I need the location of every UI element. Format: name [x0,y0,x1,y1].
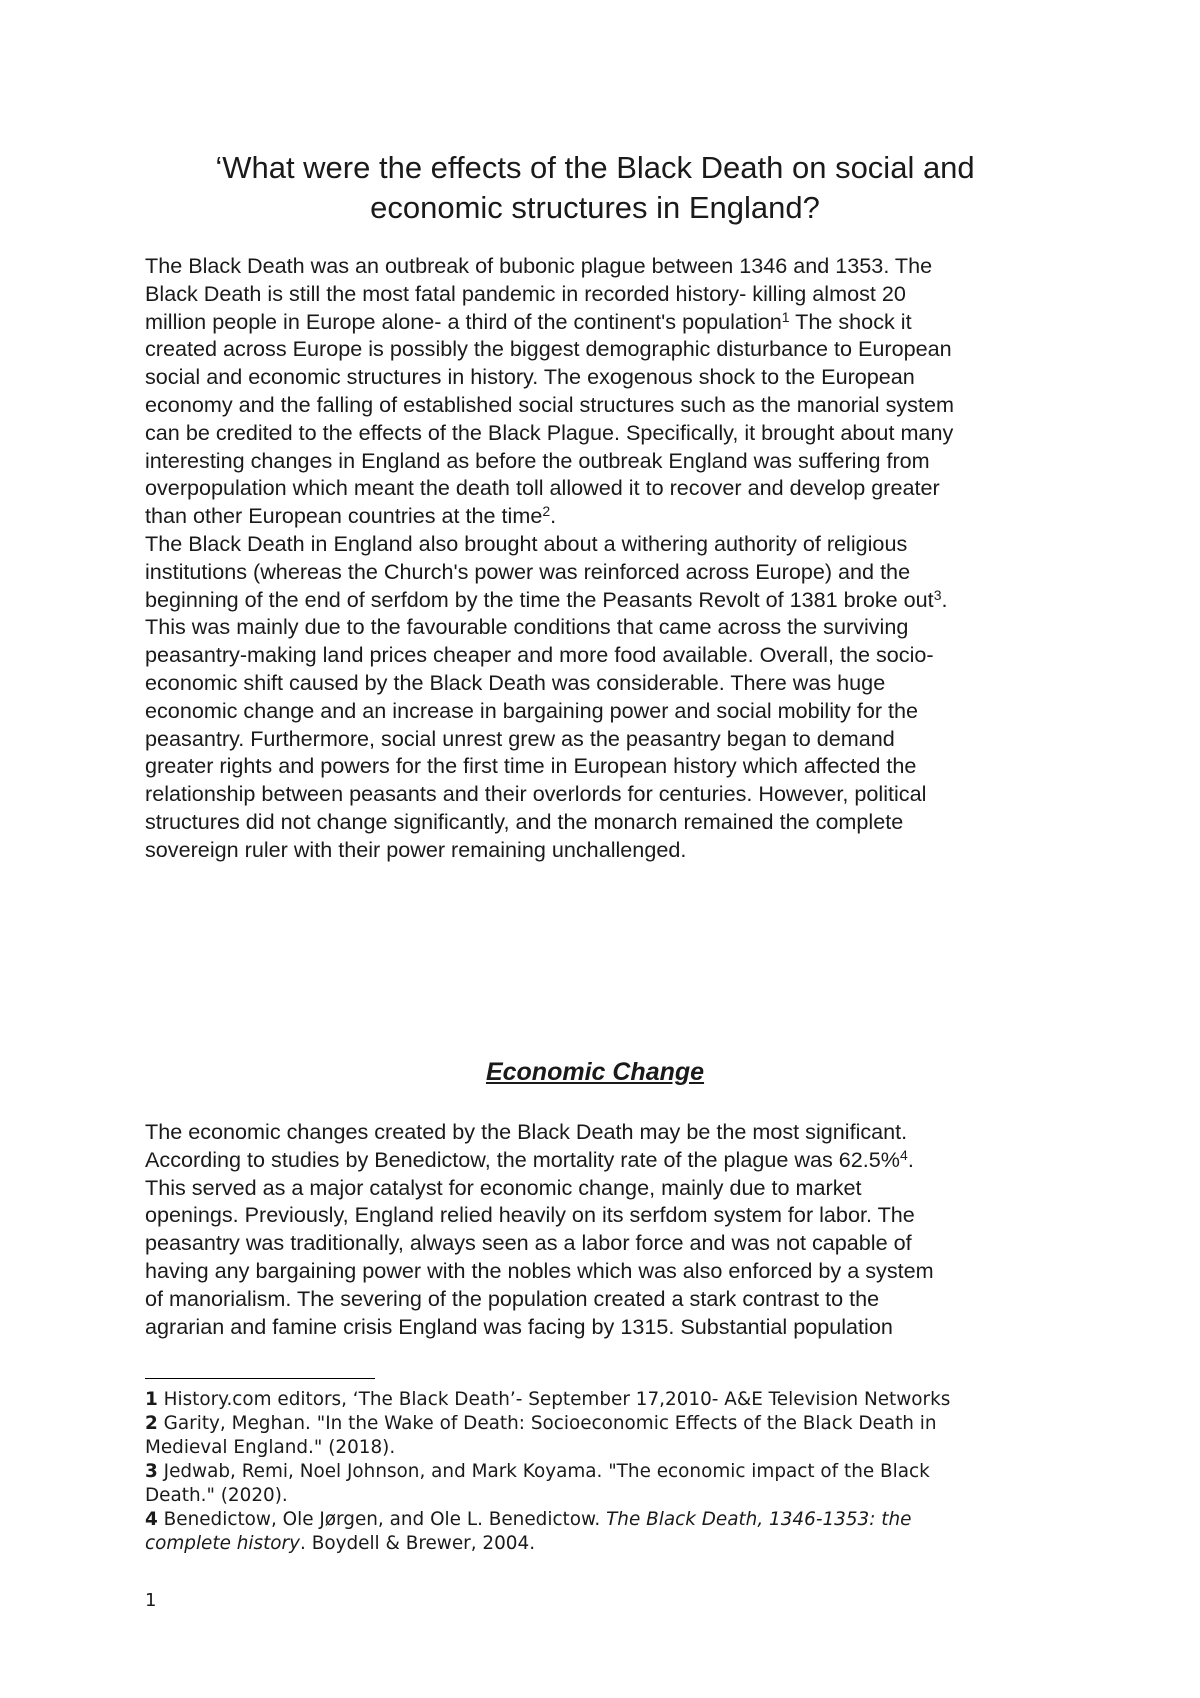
intro-line: beginning of the end of serfdom by the time the Peasants Revolt of 1381 broke out$^3$. [145,586,948,612]
intro-line: Black Death is still the most fatal pandemic in recorded history- killing almost 20 [145,280,906,306]
footnote-4: 4 Benedictow, Ole Jørgen, and Ole L. Benedictow. The Black Death, 1346-1353: the [145,1509,912,1530]
footnote-3-cont: Death." (2020). [145,1485,288,1506]
econ-line: peasantry was traditionally, always seen as a labor force and was not capable of [145,1230,912,1256]
intro-line: economic shift caused by the Black Death was considerable. There was huge [145,669,886,695]
intro-line: sovereign ruler with their power remaining unchallenged. [145,836,687,862]
footnote-ref-4[interactable]: 4 [900,1146,908,1163]
page-number: 1 [145,1590,157,1611]
intro-line: interesting changes in England as before the outbreak England was suffering from [145,447,930,473]
section-heading-economic-change: Economic Change [485,1058,705,1086]
econ-line: of manorialism. The severing of the population created a stark contrast to the [145,1285,880,1311]
econ-line: having any bargaining power with the nobles which was also enforced by a system [145,1257,934,1283]
footnote-1: 1 History.com editors, ‘The Black Death’- September 17,2010- A&E Television Networks [145,1389,951,1410]
title-line-1: ‘What were the effects of the Black Death on social and [215,150,975,185]
intro-line: peasantry-making land prices cheaper and more food available. Overall, the socio- [145,642,934,668]
intro-line: peasantry. Furthermore, social unrest grew as the peasantry began to demand [145,725,895,751]
footnote-2: 2 Garity, Meghan. "In the Wake of Death: Socioeconomic Effects of the Black Death in [145,1413,937,1434]
intro-line: can be credited to the effects of the Black Plague. Specifically, it brought about many [145,419,954,445]
footnote-ref-3[interactable]: 3 [933,586,942,603]
econ-line: agrarian and famine crisis England was facing by 1315. Substantial population [145,1313,893,1339]
footnote-2-cont: Medieval England." (2018). [145,1437,396,1458]
footnote-3: 3 Jedwab, Remi, Noel Johnson, and Mark Koyama. "The economic impact of the Black [145,1461,930,1482]
footnote-4-cont: complete history. Boydell & Brewer, 2004. [145,1533,536,1554]
intro-line: institutions (whereas the Church's power was reinforced across Europe) and the [145,558,911,584]
intro-line: The Black Death in England also brought about a withering authority of religious [145,530,908,556]
econ-line: This served as a major catalyst for economic change, mainly due to market [145,1174,862,1200]
intro-line: social and economic structures in history. The exogenous shock to the European [145,364,915,390]
econ-line: According to studies by Benedictow, the mortality rate of the plague was 62.5%$^4$. [145,1146,914,1172]
intro-line: million people in Europe alone- a third of the continent's population$^1$ The shock it [145,308,912,334]
econ-line: The economic changes created by the Black Death may be the most significant. [145,1119,908,1144]
intro-line: economic change and an increase in bargaining power and social mobility for the [145,697,919,723]
title-line-2: economic structures in England? [370,190,820,225]
econ-line: openings. Previously, England relied heavily on its serfdom system for labor. The [145,1202,915,1228]
intro-line: relationship between peasants and their overlords for centuries. However, political [145,781,927,807]
intro-line: than other European countries at the time$^2$. [145,503,557,529]
intro-line: The Black Death was an outbreak of bubonic plague between 1346 and 1353. The [145,253,933,278]
intro-line: overpopulation which meant the death toll allowed it to recover and develop greater [145,475,940,501]
footnotes [145,1388,1075,1556]
footnote-separator [145,1378,375,1379]
intro-line: This was mainly due to the favourable conditions that came across the surviving [145,614,909,640]
intro-line: structures did not change significantly, and the monarch remained the complete [145,808,904,834]
document-title [145,148,1045,228]
intro-line: greater rights and powers for the first time in European history which affected the [145,753,917,779]
intro-line: economy and the falling of established social structures such as the manorial system [145,391,954,417]
intro-line: created across Europe is possibly the biggest demographic disturbance to European [145,336,952,362]
footnote-ref-1[interactable]: 1 [781,308,790,325]
economic-paragraph [145,1118,1075,1340]
footnote-ref-2[interactable]: 2 [542,503,551,520]
intro-paragraph [145,252,1075,864]
